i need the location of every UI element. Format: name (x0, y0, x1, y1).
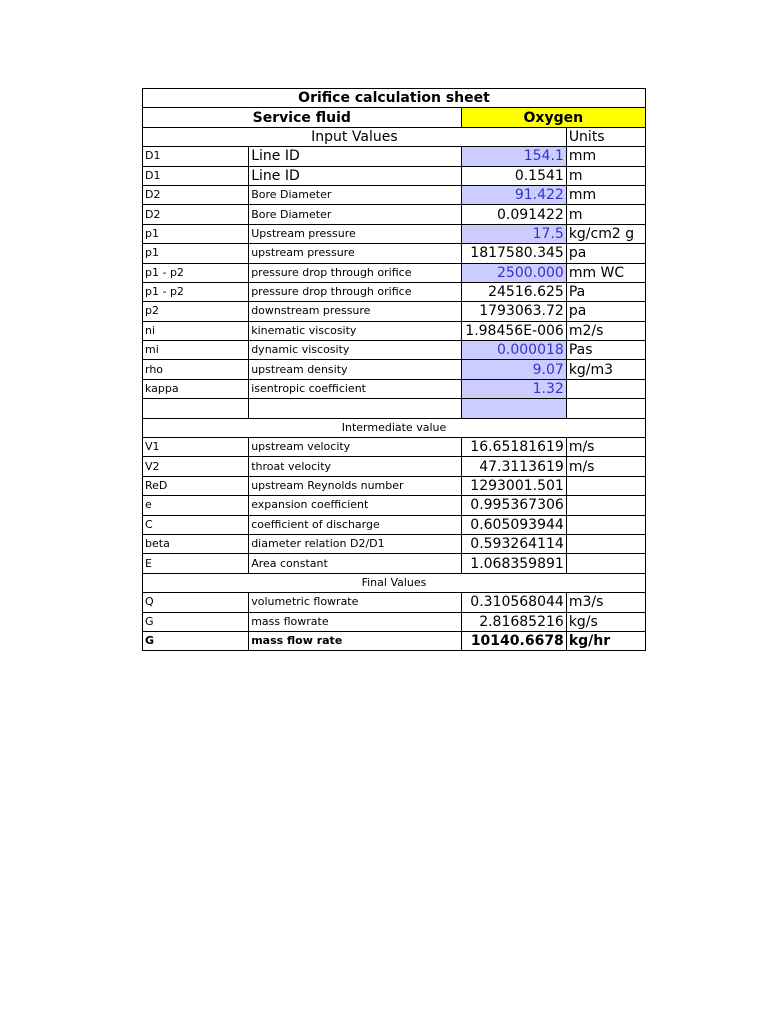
value-cell: 2.81685216 (461, 612, 566, 631)
symbol-cell: Q (143, 593, 249, 612)
table-row (143, 593, 646, 612)
value-input-cell[interactable]: 0.000018 (461, 341, 566, 360)
table-row (143, 321, 646, 340)
table-row (143, 244, 646, 263)
unit-cell: kg/m3 (566, 360, 645, 379)
unit-cell: mm WC (566, 263, 645, 282)
description-cell: diameter relation D2/D1 (249, 534, 461, 553)
unit-cell: m (566, 205, 645, 224)
symbol-cell: e (143, 496, 249, 515)
table-row (143, 224, 646, 243)
symbol-cell: ni (143, 321, 249, 340)
description-cell: isentropic coefficient (249, 379, 461, 398)
description-cell: Line ID (249, 147, 461, 166)
unit-cell (566, 476, 645, 495)
symbol-cell: p1 (143, 244, 249, 263)
description-cell: Upstream pressure (249, 224, 461, 243)
value-cell: 24516.625 (461, 282, 566, 301)
units-header: Units (566, 127, 645, 146)
value-cell: 0.1541 (461, 166, 566, 185)
symbol-cell: p2 (143, 302, 249, 321)
intermediate-header-row (143, 418, 646, 437)
unit-cell (566, 515, 645, 534)
value-cell: 1.068359891 (461, 554, 566, 573)
value-cell: 0.605093944 (461, 515, 566, 534)
description-cell: mass flowrate (249, 612, 461, 631)
description-cell: upstream Reynolds number (249, 476, 461, 495)
symbol-cell: G (143, 631, 249, 650)
unit-cell (566, 496, 645, 515)
description-cell: upstream velocity (249, 438, 461, 457)
unit-cell: pa (566, 244, 645, 263)
description-cell: downstream pressure (249, 302, 461, 321)
service-fluid-label: Service fluid (143, 108, 462, 127)
description-cell: expansion coefficient (249, 496, 461, 515)
description-cell: Bore Diameter (249, 185, 461, 204)
symbol-cell: mi (143, 341, 249, 360)
value-cell: 1793063.72 (461, 302, 566, 321)
symbol-cell: D1 (143, 147, 249, 166)
symbol-cell: ReD (143, 476, 249, 495)
value-cell: 47.3113619 (461, 457, 566, 476)
table-row (143, 360, 646, 379)
table-row (143, 612, 646, 631)
table-row (143, 457, 646, 476)
input-values-header: Input Values (143, 127, 567, 146)
empty-cell (143, 399, 249, 418)
symbol-cell: p1 - p2 (143, 282, 249, 301)
table-row (143, 476, 646, 495)
description-cell: Line ID (249, 166, 461, 185)
value-cell: 10140.6678 (461, 631, 566, 650)
table-row (143, 302, 646, 321)
value-cell: 0.091422 (461, 205, 566, 224)
description-cell: mass flow rate (249, 631, 461, 650)
description-cell: pressure drop through orifice (249, 263, 461, 282)
empty-cell (249, 399, 461, 418)
description-cell: Bore Diameter (249, 205, 461, 224)
symbol-cell: D1 (143, 166, 249, 185)
value-cell: 1.98456E-006 (461, 321, 566, 340)
table-row (143, 554, 646, 573)
table-row (143, 341, 646, 360)
symbol-cell: G (143, 612, 249, 631)
table-row (143, 282, 646, 301)
description-cell: dynamic viscosity (249, 341, 461, 360)
unit-cell (566, 379, 645, 398)
unit-cell: mm (566, 147, 645, 166)
value-input-cell[interactable]: 91.422 (461, 185, 566, 204)
symbol-cell: p1 (143, 224, 249, 243)
description-cell: kinematic viscosity (249, 321, 461, 340)
symbol-cell: C (143, 515, 249, 534)
description-cell: Area constant (249, 554, 461, 573)
unit-cell: Pas (566, 341, 645, 360)
service-fluid-value[interactable]: Oxygen (461, 108, 645, 127)
description-cell: coefficient of discharge (249, 515, 461, 534)
description-cell: throat velocity (249, 457, 461, 476)
table-row (143, 379, 646, 398)
final-header-row (143, 573, 646, 592)
unit-cell: Pa (566, 282, 645, 301)
description-cell: pressure drop through orifice (249, 282, 461, 301)
symbol-cell: V1 (143, 438, 249, 457)
input-header-row (143, 127, 646, 146)
symbol-cell: V2 (143, 457, 249, 476)
symbol-cell: E (143, 554, 249, 573)
table-row (143, 205, 646, 224)
table-row (143, 631, 646, 650)
value-input-cell[interactable]: 1.32 (461, 379, 566, 398)
service-fluid-row (143, 108, 646, 127)
value-cell: 16.65181619 (461, 438, 566, 457)
unit-cell (566, 554, 645, 573)
empty-cell (566, 399, 645, 418)
title-row (143, 89, 646, 108)
table-row (143, 496, 646, 515)
symbol-cell: p1 - p2 (143, 263, 249, 282)
unit-cell: m/s (566, 457, 645, 476)
symbol-cell: kappa (143, 379, 249, 398)
table-row (143, 534, 646, 553)
unit-cell: m2/s (566, 321, 645, 340)
symbol-cell: beta (143, 534, 249, 553)
final-header: Final Values (143, 573, 646, 592)
value-input-cell[interactable]: 2500.000 (461, 263, 566, 282)
table-row (143, 147, 646, 166)
value-input-cell[interactable]: 9.07 (461, 360, 566, 379)
symbol-cell: D2 (143, 205, 249, 224)
empty-row (143, 399, 646, 418)
value-cell: 1293001.501 (461, 476, 566, 495)
empty-input-cell[interactable] (461, 399, 566, 418)
unit-cell: pa (566, 302, 645, 321)
orifice-calculation-table (142, 88, 646, 651)
unit-cell: mm (566, 185, 645, 204)
value-input-cell[interactable]: 17.5 (461, 224, 566, 243)
intermediate-header: Intermediate value (143, 418, 646, 437)
sheet-title: Orifice calculation sheet (143, 89, 646, 108)
description-cell: upstream density (249, 360, 461, 379)
unit-cell: m3/s (566, 593, 645, 612)
unit-cell: kg/hr (566, 631, 645, 650)
table-row (143, 263, 646, 282)
value-cell: 0.310568044 (461, 593, 566, 612)
value-cell: 0.593264114 (461, 534, 566, 553)
description-cell: upstream pressure (249, 244, 461, 263)
table-row (143, 438, 646, 457)
unit-cell: m/s (566, 438, 645, 457)
symbol-cell: D2 (143, 185, 249, 204)
table-row (143, 515, 646, 534)
table-row (143, 166, 646, 185)
unit-cell: kg/s (566, 612, 645, 631)
value-cell: 0.995367306 (461, 496, 566, 515)
unit-cell (566, 534, 645, 553)
unit-cell: m (566, 166, 645, 185)
table-row (143, 185, 646, 204)
value-input-cell[interactable]: 154.1 (461, 147, 566, 166)
value-cell: 1817580.345 (461, 244, 566, 263)
description-cell: volumetric flowrate (249, 593, 461, 612)
symbol-cell: rho (143, 360, 249, 379)
unit-cell: kg/cm2 g (566, 224, 645, 243)
